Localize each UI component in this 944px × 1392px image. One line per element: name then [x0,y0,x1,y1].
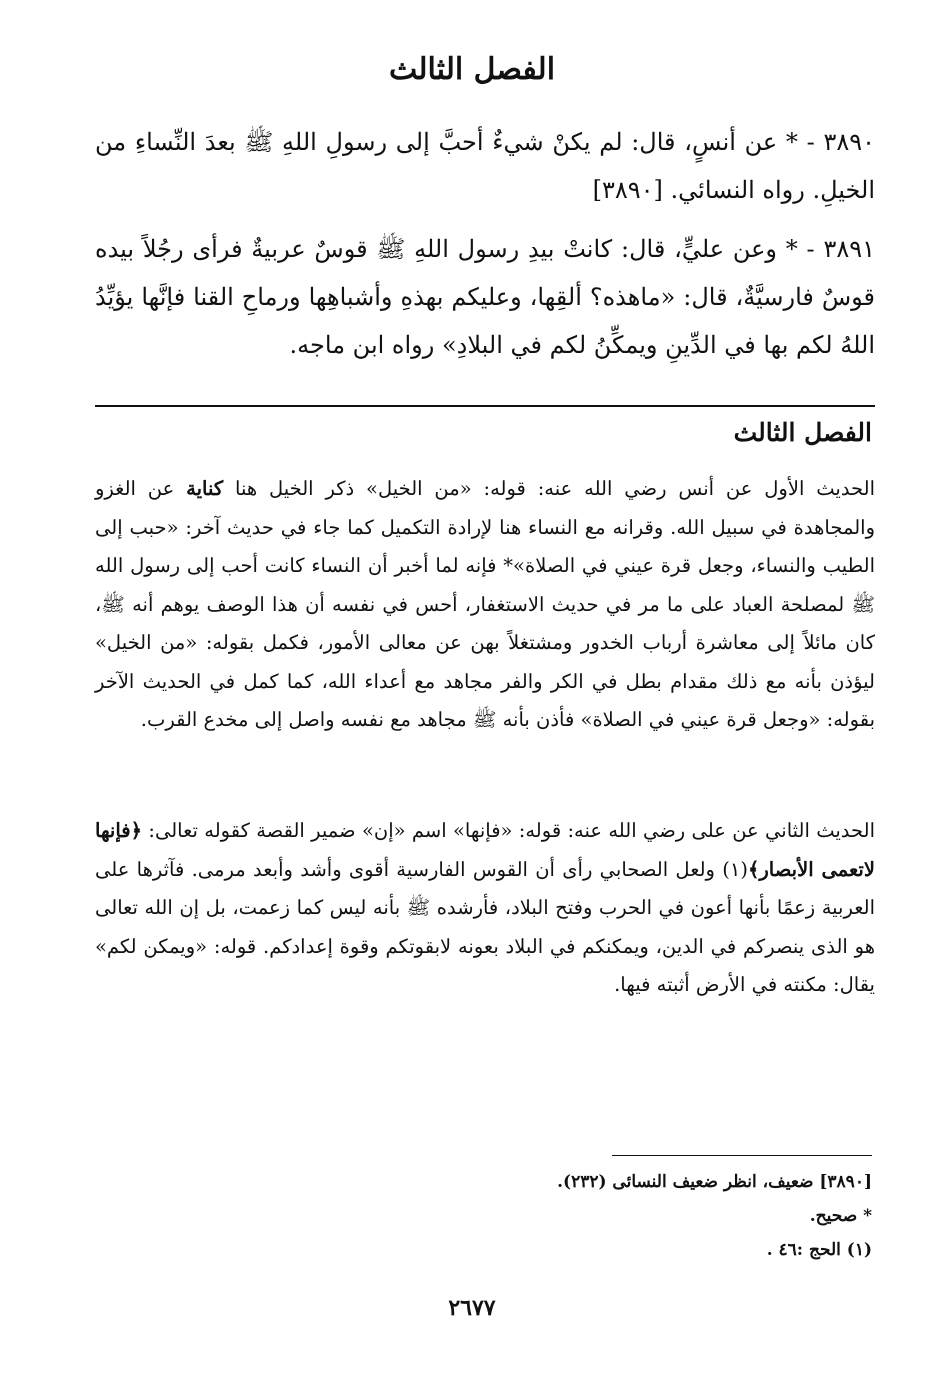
commentary-text: الحديث الأول عن أنس رضي الله عنه: قوله: «من الخيل» ذكر الخيل هنا [223,477,875,500]
footnote-divider [612,1155,872,1156]
page-number: ٢٦٧٧ [448,1295,496,1321]
chapter-title: الفصل الثالث [388,52,556,87]
commentary-paragraph-2 [95,812,875,1005]
commentary-title: الفصل الثالث [733,418,872,447]
footnotes [172,1165,872,1267]
commentary-text: الحديث الثاني عن على رضي الله عنه: قوله: «فإنها» اسم «إن» ضمير القصة كقوله تعالى: [142,819,875,842]
commentary-text: عن الغزو والمجاهدة في سبيل الله. وقرانه مع النساء هنا لإرادة التكميل كما جاء في حديث آخر: «حبب إلى الطيب والنساء، وجعل قرة عيني في الصلاة»* فإنه لما أخبر أن النساء كانت أحب إلى رسول الله ﷺ لمصلحة العباد على ما مر في حديث الاستغفار، أحس في نفسه أن هذا الوصف يوهم أنه ﷺ، كان مائلاً إلى معاشرة أرباب الخدور ومشتغلاً بهن عن معالى الأمور، فكمل بقوله: «من الخيل» ليؤذن بأنه مع ذلك مقدام بطل في الكر والفر مجاهد مع أعداء الله، كما كمل في الحديث الآخر بقوله: «وجعل قرة عيني في الصلاة» فأذن بأنه ﷺ مجاهد مع نفسه واصل إلى مخدع القرب. [95,477,875,731]
quran-quote: ﴿فإنها لاتعمى الأبصار﴾ [95,819,875,881]
commentary-emphasis: كناية [186,477,224,500]
footnote-item: [٣٨٩٠] ضعيف، انظر ضعيف النسائى (٢٣٢). [557,1172,872,1192]
hadith-3890: ٣٨٩٠ - * عن أنسٍ، قال: لم يكنْ شيءٌ أحبَّ إلى رسولِ اللهِ ﷺ بعدَ النِّساءِ من الخيلِ. رواه النسائي. [٣٨٩٠] [95,128,875,204]
footnote-item: (١) الحج :٤٦ . [766,1240,872,1260]
commentary-text: (١) ولعل الصحابي رأى أن القوس الفارسية أقوى وأشد وأبعد مرمى. فآثرها على العربية زعمًا بأنها أعون في الحرب وفتح البلاد، فأرشده ﷺ بأنه ليس كما زعمت، بل إن الله تعالى هو الذى ينصركم في الدين، ويمكنكم في البلاد بعونه لابقوتكم وقوة إعدادكم. قوله: «ويمكن لكم» يقال: مكنته في الأرض أثبته فيها. [95,857,875,996]
section-divider [95,405,875,407]
footnote-item: * صحيح. [809,1206,872,1226]
commentary-paragraph-1 [95,470,875,740]
hadith-3891: ٣٨٩١ - * وعن عليٍّ، قال: كانتْ بيدِ رسول اللهِ ﷺ قوسٌ عربيةٌ فرأى رجُلاً بيده قوسٌ فارسيَّةٌ، قال: «ماهذه؟ ألقِها، وعليكم بهذهِ وأشباهِها ورماحِ القنا فإنَّها يؤيِّدُ اللهُ لكم بها في الدِّينِ ويمكِّنُ لكم في البلادِ» رواه ابن ماجه. [95,235,876,359]
